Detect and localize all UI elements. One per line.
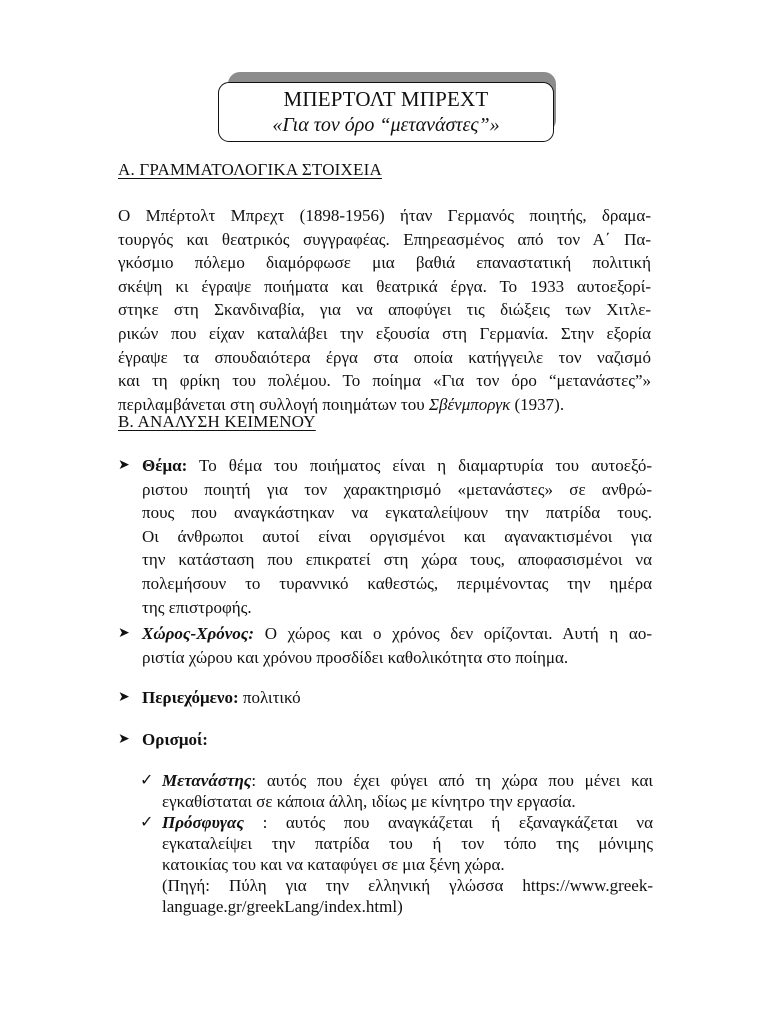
bullet-line [142, 688, 301, 707]
bullet-line: πολεμήσουν το τυραννικό καθεστώς, περιμένοντας την ημέρα [142, 573, 652, 593]
page-title: ΜΠΕΡΤΟΛΤ ΜΠΡΕΧΤ [283, 87, 489, 111]
checkmark-icon: ✓ [140, 772, 154, 789]
arrowhead-bullet-icon: ➤ [118, 626, 130, 641]
text-fragment: : αυτός που αναγκάζεται ή εξαναγκάζεται να [243, 813, 653, 832]
source-line: language.gr/greekLang/index.html) [162, 897, 403, 916]
paragraph-line: στηκε στη Σκανδιναβία, για να αποφύγει τις διώξεις των Χιτλε- [118, 300, 651, 320]
paragraph-line: ρικών που είχαν καταλάβει την εξουσία στη Γερμανία. Στην εξορία [118, 323, 651, 343]
title-box [218, 82, 554, 142]
text-fragment: : αυτός που έχει φύγει από τη χώρα που μένει και [251, 771, 653, 790]
section-b-heading: Β. ΑΝΑΛΥΣΗ ΚΕΙΜΕΝΟΥ [118, 412, 316, 431]
definition-line: εγκαταλείψει την πατρίδα του ή τον τόπο της μόνιμης [162, 834, 653, 853]
bullet-line: την κατάσταση που επικρατεί στη χώρα τους, αποφασισμένοι να [142, 550, 652, 570]
arrowhead-bullet-icon: ➤ [118, 458, 130, 473]
bullet-line: πους που αναγκάστηκαν να εγκαταλείψουν την πατρίδα τους. [142, 503, 652, 523]
text-fragment: (1937). [510, 394, 565, 414]
arrowhead-bullet-icon: ➤ [118, 690, 130, 705]
bullet-line: Οι άνθρωποι αυτοί είναι οργισμένοι και αγανακτισμένοι για [142, 526, 652, 546]
definition-term: Μετανάστης [162, 771, 252, 790]
paragraph-line: γκόσμιο πόλεμο διαμόρφωσε μια βαθιά επαναστατική πολιτική [118, 253, 651, 273]
bullet-line [142, 622, 652, 646]
bullet-line: ριστου ποιητή για τον χαρακτηρισμό «μετανάστες» σε ανθρώ- [142, 479, 652, 499]
definition-line [162, 770, 653, 791]
text-fragment: Το θέμα του ποιήματος είναι η διαμαρτυρία του αυτοεξό- [187, 456, 652, 475]
source-line: (Πηγή: Πύλη για την ελληνική γλώσσα https://www.greek- [162, 876, 653, 895]
paragraph-line: σκέψη κι έγραψε ποιήματα και θεατρικά έργα. Το 1933 αυτοεξορί- [118, 276, 651, 296]
page-subtitle: «Για τον όρο “μετανάστες”» [272, 114, 500, 136]
definition-text [162, 770, 653, 812]
paragraph-line: έγραψε τα σπουδαιότερα έργα στα οποία κατήγγειλε τον ναζισμό [118, 347, 651, 367]
paragraph-line: Ο Μπέρτολτ Μπρεχτ (1898-1956) ήταν Γερμανός ποιητής, δραμα- [118, 206, 651, 225]
text-fragment: Ο χώρος και ο χρόνος δεν ορίζονται. Αυτή η αο- [254, 624, 652, 643]
definition-line: κατοικίας του και να καταφύγει σε μια ξένη χώρα. [162, 855, 505, 874]
theme-label: Θέμα: [142, 456, 188, 475]
content-text [142, 686, 652, 710]
bullet-line: ριστία χώρου και χρόνου προσδίδει καθολικότητα στο ποίημα. [142, 647, 569, 667]
section-a-heading: Α. ΓΡΑΜΜΑΤΟΛΟΓΙΚΑ ΣΤΟΙΧΕΙΑ [118, 160, 382, 179]
section-a-paragraph [118, 204, 651, 416]
definition-term: Πρόσφυγας [162, 813, 244, 832]
definition-text [162, 812, 653, 917]
space-time-label: Χώρος-Χρόνος: [142, 624, 255, 643]
definitions-label: Ορισμοί: [142, 730, 208, 749]
paragraph-line: και τη φρίκη του πολέμου. Το ποίημα «Για τον όρο “μετανάστες”» [118, 371, 651, 391]
space-time-text [142, 622, 652, 669]
content-label: Περιεχόμενο: [142, 688, 239, 707]
definitions-text [142, 728, 652, 752]
book-title: Σβένμποργκ [428, 394, 511, 414]
bullet-line: της επιστροφής. [142, 597, 252, 617]
text-fragment: περιλαμβάνεται στη συλλογή ποιημάτων του [118, 394, 429, 414]
bullet-line [142, 454, 652, 478]
checkmark-icon: ✓ [140, 814, 154, 831]
definition-line: εγκαθίσταται σε κάποια άλλη, ιδίως με κίνητρο την εργασία. [162, 792, 576, 811]
theme-text [142, 454, 652, 619]
text-fragment: πολιτικό [238, 688, 301, 707]
arrowhead-bullet-icon: ➤ [118, 732, 130, 747]
paragraph-line: τουργός και θεατρικός συγγραφέας. Επηρεασμένος από τον Α΄ Πα- [118, 229, 651, 249]
definition-line [162, 812, 653, 833]
